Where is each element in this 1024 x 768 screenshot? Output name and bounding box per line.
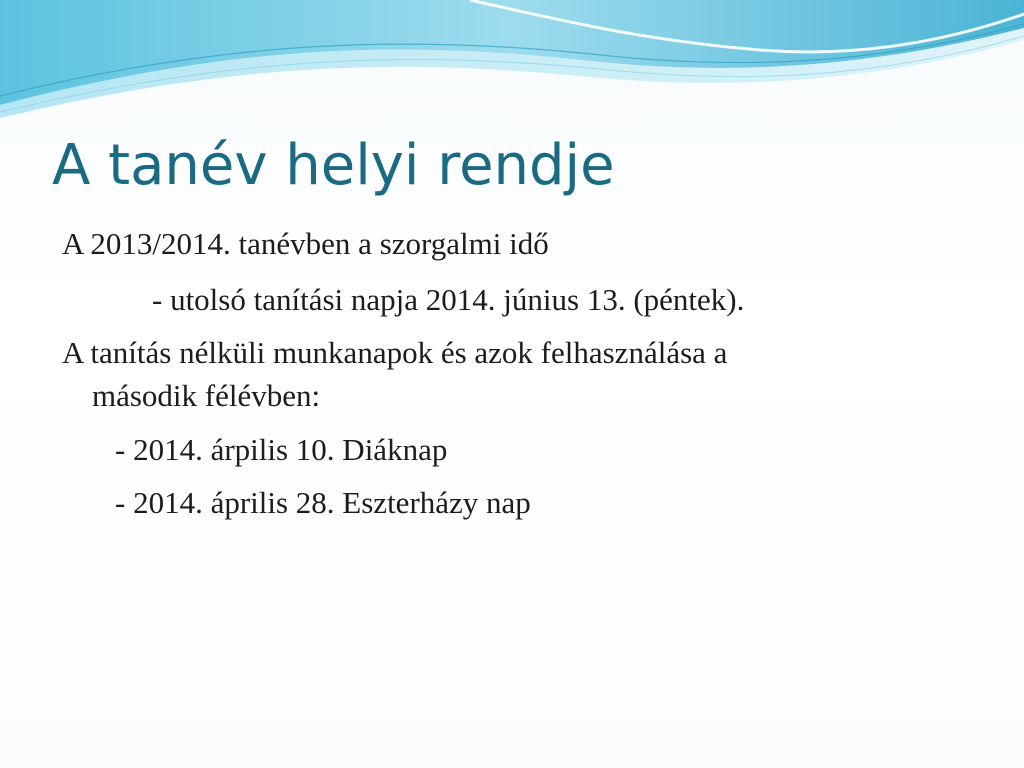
body-line-last-teaching-day: - utolsó tanítási napja 2014. június 13. (péntek). bbox=[152, 282, 745, 317]
body-line-second-semester: második félévben: bbox=[92, 378, 321, 413]
slide-title: A tanév helyi rendje bbox=[52, 133, 615, 198]
body-line-school-year: A 2013/2014. tanévben a szorgalmi idő bbox=[62, 226, 549, 261]
body-line-non-teaching-days: A tanítás nélküli munkanapok és azok felhasználása a bbox=[62, 335, 728, 370]
body-line-eszterhazy-day: - 2014. április 28. Eszterházy nap bbox=[115, 485, 531, 520]
body-line-student-day: - 2014. árpilis 10. Diáknap bbox=[115, 432, 448, 467]
